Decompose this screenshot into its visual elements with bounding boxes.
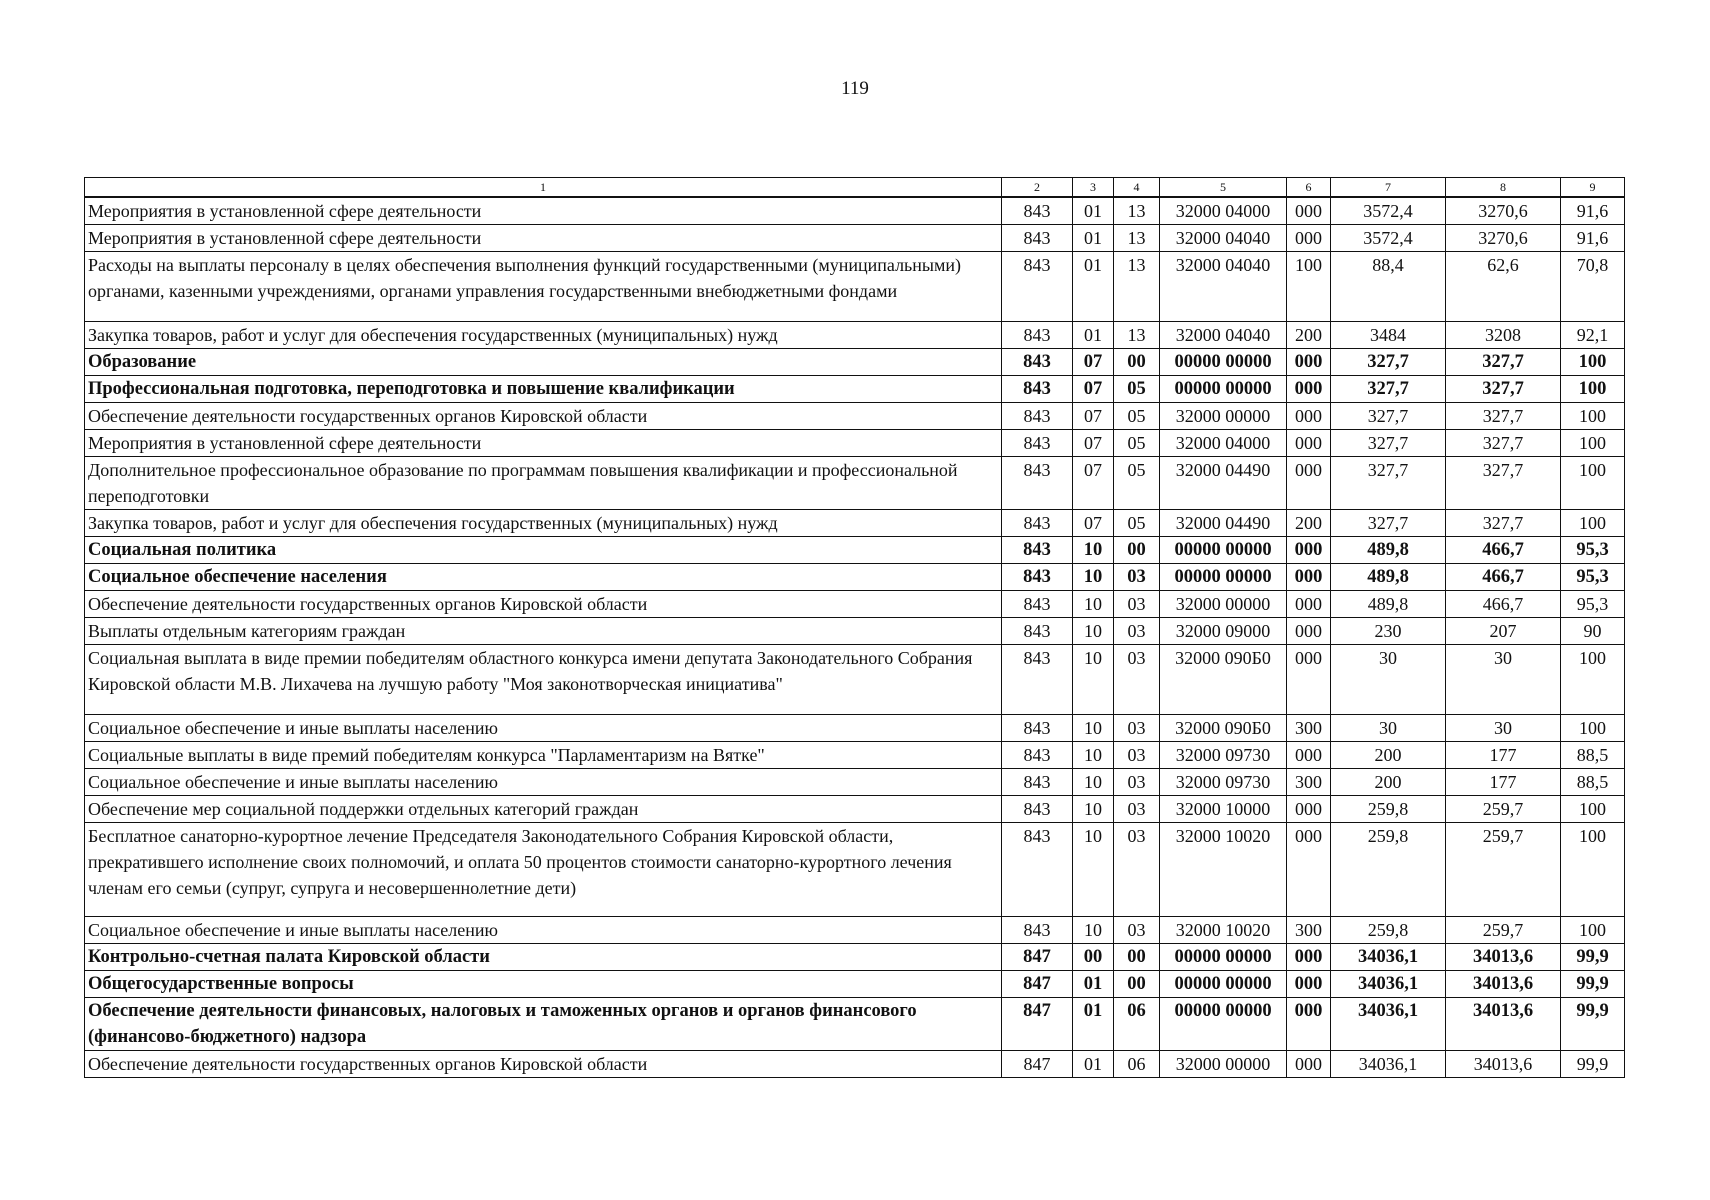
code-cell: 843 (1002, 403, 1073, 430)
budget-table (84, 177, 1625, 1078)
section-cell: 10 (1073, 742, 1114, 769)
expense-type-cell: 200 (1287, 510, 1331, 537)
row-name-cell: Мероприятия в установленной сфере деятельности (85, 197, 1002, 225)
row-name-cell: Социальное обеспечение и иные выплаты населению (85, 715, 1002, 742)
plan-amount-cell: 30 (1331, 715, 1446, 742)
header-cell: 9 (1561, 178, 1625, 198)
expense-type-cell: 300 (1287, 715, 1331, 742)
table-row (85, 457, 1625, 510)
expense-type-cell: 000 (1287, 430, 1331, 457)
section-cell: 07 (1073, 403, 1114, 430)
subsection-cell: 03 (1114, 796, 1160, 823)
percent-cell: 100 (1561, 645, 1625, 715)
target-article-cell: 32000 04000 (1160, 197, 1287, 225)
percent-cell: 99,9 (1561, 944, 1625, 971)
row-name-cell: Бесплатное санаторно-курортное лечение Председателя Законодательного Собрания Кировской области, прекратившего исполнение своих полномочий, и оплата 50 процентов стоимости санаторно-курортного лечения членам его семьи (супруг, супруга и несовершеннолетние дети) (85, 823, 1002, 917)
plan-amount-cell: 34036,1 (1331, 944, 1446, 971)
expense-type-cell: 000 (1287, 457, 1331, 510)
percent-cell: 91,6 (1561, 225, 1625, 252)
plan-amount-cell: 88,4 (1331, 252, 1446, 322)
section-cell: 01 (1073, 225, 1114, 252)
subsection-cell: 00 (1114, 971, 1160, 998)
expense-type-cell: 000 (1287, 537, 1331, 564)
plan-amount-cell: 489,8 (1331, 591, 1446, 618)
target-article-cell: 00000 00000 (1160, 376, 1287, 403)
row-name-cell: Социальная выплата в виде премии победителям областного конкурса имени депутата Законодательного Собрания Кировской области М.В. Лихачева на лучшую работу "Моя законотворческая инициатива" (85, 645, 1002, 715)
plan-amount-cell: 34036,1 (1331, 998, 1446, 1051)
plan-amount-cell: 327,7 (1331, 510, 1446, 537)
actual-amount-cell: 466,7 (1446, 591, 1561, 618)
plan-amount-cell: 327,7 (1331, 457, 1446, 510)
table-row (85, 769, 1625, 796)
plan-amount-cell: 3572,4 (1331, 197, 1446, 225)
subsection-cell: 13 (1114, 225, 1160, 252)
actual-amount-cell: 466,7 (1446, 564, 1561, 591)
section-cell: 01 (1073, 252, 1114, 322)
table-row (85, 252, 1625, 322)
table-row (85, 796, 1625, 823)
target-article-cell: 00000 00000 (1160, 564, 1287, 591)
section-cell: 10 (1073, 537, 1114, 564)
row-name-cell: Социальное обеспечение и иные выплаты населению (85, 769, 1002, 796)
target-article-cell: 32000 00000 (1160, 1051, 1287, 1078)
subsection-cell: 13 (1114, 197, 1160, 225)
percent-cell: 88,5 (1561, 742, 1625, 769)
expense-type-cell: 000 (1287, 197, 1331, 225)
expense-type-cell: 000 (1287, 823, 1331, 917)
target-article-cell: 32000 09730 (1160, 742, 1287, 769)
subsection-cell: 06 (1114, 998, 1160, 1051)
plan-amount-cell: 34036,1 (1331, 971, 1446, 998)
table-row (85, 591, 1625, 618)
subsection-cell: 00 (1114, 944, 1160, 971)
actual-amount-cell: 466,7 (1446, 537, 1561, 564)
row-name-cell: Расходы на выплаты персоналу в целях обеспечения выполнения функций государственными (муниципальными) органами, казенными учреждениями, органами управления государственными внебюджетными фондами (85, 252, 1002, 322)
subsection-cell: 13 (1114, 252, 1160, 322)
expense-type-cell: 000 (1287, 403, 1331, 430)
header-cell: 5 (1160, 178, 1287, 198)
table-row (85, 742, 1625, 769)
code-cell: 843 (1002, 349, 1073, 376)
actual-amount-cell: 327,7 (1446, 510, 1561, 537)
section-cell: 07 (1073, 349, 1114, 376)
expense-type-cell: 100 (1287, 252, 1331, 322)
code-cell: 847 (1002, 944, 1073, 971)
row-name-cell: Обеспечение деятельности государственных органов Кировской области (85, 403, 1002, 430)
section-cell: 01 (1073, 197, 1114, 225)
table-row (85, 971, 1625, 998)
header-cell: 4 (1114, 178, 1160, 198)
subsection-cell: 03 (1114, 591, 1160, 618)
section-cell: 10 (1073, 564, 1114, 591)
percent-cell: 90 (1561, 618, 1625, 645)
subsection-cell: 05 (1114, 457, 1160, 510)
target-article-cell: 32000 04040 (1160, 225, 1287, 252)
row-name-cell: Мероприятия в установленной сфере деятельности (85, 430, 1002, 457)
row-name-cell: Обеспечение деятельности государственных органов Кировской области (85, 591, 1002, 618)
percent-cell: 100 (1561, 510, 1625, 537)
subsection-cell: 05 (1114, 403, 1160, 430)
target-article-cell: 00000 00000 (1160, 349, 1287, 376)
plan-amount-cell: 30 (1331, 645, 1446, 715)
code-cell: 847 (1002, 1051, 1073, 1078)
expense-type-cell: 200 (1287, 322, 1331, 349)
code-cell: 843 (1002, 430, 1073, 457)
target-article-cell: 32000 04040 (1160, 322, 1287, 349)
actual-amount-cell: 327,7 (1446, 376, 1561, 403)
row-name-cell: Социальное обеспечение и иные выплаты населению (85, 917, 1002, 944)
section-cell: 10 (1073, 769, 1114, 796)
target-article-cell: 32000 00000 (1160, 591, 1287, 618)
row-name-cell: Закупка товаров, работ и услуг для обеспечения государственных (муниципальных) нужд (85, 322, 1002, 349)
percent-cell: 92,1 (1561, 322, 1625, 349)
row-name-cell: Общегосударственные вопросы (85, 971, 1002, 998)
expense-type-cell: 000 (1287, 742, 1331, 769)
code-cell: 847 (1002, 971, 1073, 998)
table-row (85, 430, 1625, 457)
section-cell: 07 (1073, 430, 1114, 457)
subsection-cell: 03 (1114, 645, 1160, 715)
percent-cell: 95,3 (1561, 591, 1625, 618)
section-cell: 10 (1073, 715, 1114, 742)
percent-cell: 100 (1561, 376, 1625, 403)
row-name-cell: Обеспечение мер социальной поддержки отдельных категорий граждан (85, 796, 1002, 823)
row-name-cell: Обеспечение деятельности финансовых, налоговых и таможенных органов и органов финансового (финансово-бюджетного) надзора (85, 998, 1002, 1051)
actual-amount-cell: 177 (1446, 742, 1561, 769)
actual-amount-cell: 30 (1446, 715, 1561, 742)
section-cell: 01 (1073, 1051, 1114, 1078)
code-cell: 843 (1002, 537, 1073, 564)
row-name-cell: Выплаты отдельным категориям граждан (85, 618, 1002, 645)
target-article-cell: 32000 090Б0 (1160, 645, 1287, 715)
plan-amount-cell: 327,7 (1331, 430, 1446, 457)
expense-type-cell: 000 (1287, 944, 1331, 971)
table-row (85, 376, 1625, 403)
percent-cell: 91,6 (1561, 197, 1625, 225)
code-cell: 843 (1002, 322, 1073, 349)
code-cell: 843 (1002, 197, 1073, 225)
percent-cell: 99,9 (1561, 971, 1625, 998)
table-row (85, 322, 1625, 349)
code-cell: 843 (1002, 715, 1073, 742)
subsection-cell: 05 (1114, 376, 1160, 403)
code-cell: 843 (1002, 564, 1073, 591)
row-name-cell: Социальная политика (85, 537, 1002, 564)
code-cell: 843 (1002, 823, 1073, 917)
code-cell: 847 (1002, 998, 1073, 1051)
header-cell: 3 (1073, 178, 1114, 198)
code-cell: 843 (1002, 742, 1073, 769)
table-row (85, 564, 1625, 591)
section-cell: 10 (1073, 823, 1114, 917)
code-cell: 843 (1002, 769, 1073, 796)
table-row (85, 917, 1625, 944)
table-row (85, 225, 1625, 252)
table-body (85, 197, 1625, 1078)
actual-amount-cell: 34013,6 (1446, 944, 1561, 971)
actual-amount-cell: 259,7 (1446, 823, 1561, 917)
section-cell: 10 (1073, 796, 1114, 823)
target-article-cell: 32000 090Б0 (1160, 715, 1287, 742)
header-cell: 8 (1446, 178, 1561, 198)
section-cell: 01 (1073, 971, 1114, 998)
plan-amount-cell: 327,7 (1331, 376, 1446, 403)
percent-cell: 100 (1561, 796, 1625, 823)
section-cell: 10 (1073, 618, 1114, 645)
table-row (85, 998, 1625, 1051)
row-name-cell: Закупка товаров, работ и услуг для обеспечения государственных (муниципальных) нужд (85, 510, 1002, 537)
table-header (85, 178, 1625, 198)
percent-cell: 70,8 (1561, 252, 1625, 322)
plan-amount-cell: 489,8 (1331, 564, 1446, 591)
target-article-cell: 00000 00000 (1160, 944, 1287, 971)
actual-amount-cell: 62,6 (1446, 252, 1561, 322)
section-cell: 10 (1073, 917, 1114, 944)
header-cell: 7 (1331, 178, 1446, 198)
plan-amount-cell: 200 (1331, 769, 1446, 796)
section-cell: 07 (1073, 376, 1114, 403)
section-cell: 01 (1073, 998, 1114, 1051)
section-cell: 07 (1073, 457, 1114, 510)
expense-type-cell: 000 (1287, 618, 1331, 645)
code-cell: 843 (1002, 796, 1073, 823)
code-cell: 843 (1002, 618, 1073, 645)
actual-amount-cell: 259,7 (1446, 796, 1561, 823)
header-cell: 2 (1002, 178, 1073, 198)
expense-type-cell: 000 (1287, 349, 1331, 376)
code-cell: 843 (1002, 591, 1073, 618)
subsection-cell: 03 (1114, 564, 1160, 591)
percent-cell: 100 (1561, 917, 1625, 944)
target-article-cell: 32000 04040 (1160, 252, 1287, 322)
actual-amount-cell: 327,7 (1446, 349, 1561, 376)
subsection-cell: 03 (1114, 917, 1160, 944)
actual-amount-cell: 177 (1446, 769, 1561, 796)
code-cell: 843 (1002, 225, 1073, 252)
plan-amount-cell: 3572,4 (1331, 225, 1446, 252)
target-article-cell: 32000 10000 (1160, 796, 1287, 823)
subsection-cell: 13 (1114, 322, 1160, 349)
section-cell: 10 (1073, 591, 1114, 618)
actual-amount-cell: 3270,6 (1446, 197, 1561, 225)
percent-cell: 95,3 (1561, 564, 1625, 591)
target-article-cell: 32000 09730 (1160, 769, 1287, 796)
table-row (85, 510, 1625, 537)
header-row (85, 178, 1625, 198)
expense-type-cell: 000 (1287, 225, 1331, 252)
plan-amount-cell: 327,7 (1331, 349, 1446, 376)
subsection-cell: 03 (1114, 715, 1160, 742)
expense-type-cell: 000 (1287, 564, 1331, 591)
actual-amount-cell: 34013,6 (1446, 971, 1561, 998)
target-article-cell: 00000 00000 (1160, 537, 1287, 564)
percent-cell: 100 (1561, 823, 1625, 917)
row-name-cell: Социальное обеспечение населения (85, 564, 1002, 591)
expense-type-cell: 000 (1287, 998, 1331, 1051)
actual-amount-cell: 30 (1446, 645, 1561, 715)
row-name-cell: Профессиональная подготовка, переподготовка и повышение квалификации (85, 376, 1002, 403)
subsection-cell: 06 (1114, 1051, 1160, 1078)
section-cell: 07 (1073, 510, 1114, 537)
percent-cell: 100 (1561, 457, 1625, 510)
actual-amount-cell: 327,7 (1446, 403, 1561, 430)
subsection-cell: 03 (1114, 618, 1160, 645)
actual-amount-cell: 327,7 (1446, 430, 1561, 457)
actual-amount-cell: 207 (1446, 618, 1561, 645)
percent-cell: 95,3 (1561, 537, 1625, 564)
expense-type-cell: 300 (1287, 917, 1331, 944)
percent-cell: 99,9 (1561, 1051, 1625, 1078)
expense-type-cell: 000 (1287, 591, 1331, 618)
target-article-cell: 00000 00000 (1160, 971, 1287, 998)
subsection-cell: 03 (1114, 823, 1160, 917)
row-name-cell: Обеспечение деятельности государственных органов Кировской области (85, 1051, 1002, 1078)
actual-amount-cell: 34013,6 (1446, 998, 1561, 1051)
percent-cell: 100 (1561, 403, 1625, 430)
subsection-cell: 00 (1114, 349, 1160, 376)
target-article-cell: 32000 04490 (1160, 457, 1287, 510)
percent-cell: 100 (1561, 715, 1625, 742)
actual-amount-cell: 259,7 (1446, 917, 1561, 944)
section-cell: 10 (1073, 645, 1114, 715)
plan-amount-cell: 259,8 (1331, 823, 1446, 917)
code-cell: 843 (1002, 510, 1073, 537)
table-row (85, 645, 1625, 715)
table-row (85, 1051, 1625, 1078)
code-cell: 843 (1002, 376, 1073, 403)
actual-amount-cell: 3270,6 (1446, 225, 1561, 252)
expense-type-cell: 000 (1287, 971, 1331, 998)
percent-cell: 88,5 (1561, 769, 1625, 796)
table-row (85, 197, 1625, 225)
expense-type-cell: 300 (1287, 769, 1331, 796)
plan-amount-cell: 200 (1331, 742, 1446, 769)
section-cell: 01 (1073, 322, 1114, 349)
subsection-cell: 05 (1114, 510, 1160, 537)
code-cell: 843 (1002, 252, 1073, 322)
code-cell: 843 (1002, 457, 1073, 510)
actual-amount-cell: 327,7 (1446, 457, 1561, 510)
subsection-cell: 05 (1114, 430, 1160, 457)
row-name-cell: Дополнительное профессиональное образование по программам повышения квалификации и профессиональной переподготовки (85, 457, 1002, 510)
row-name-cell: Образование (85, 349, 1002, 376)
table-row (85, 715, 1625, 742)
plan-amount-cell: 259,8 (1331, 917, 1446, 944)
table-row (85, 823, 1625, 917)
plan-amount-cell: 3484 (1331, 322, 1446, 349)
expense-type-cell: 000 (1287, 1051, 1331, 1078)
page-number: 119 (841, 78, 869, 99)
target-article-cell: 32000 04490 (1160, 510, 1287, 537)
target-article-cell: 00000 00000 (1160, 998, 1287, 1051)
expense-type-cell: 000 (1287, 645, 1331, 715)
target-article-cell: 32000 10020 (1160, 917, 1287, 944)
table-row (85, 403, 1625, 430)
actual-amount-cell: 3208 (1446, 322, 1561, 349)
header-cell: 6 (1287, 178, 1331, 198)
table-row (85, 618, 1625, 645)
table-row (85, 537, 1625, 564)
target-article-cell: 32000 10020 (1160, 823, 1287, 917)
subsection-cell: 00 (1114, 537, 1160, 564)
section-cell: 00 (1073, 944, 1114, 971)
target-article-cell: 32000 04000 (1160, 430, 1287, 457)
code-cell: 843 (1002, 645, 1073, 715)
plan-amount-cell: 489,8 (1331, 537, 1446, 564)
subsection-cell: 03 (1114, 742, 1160, 769)
row-name-cell: Социальные выплаты в виде премий победителям конкурса "Парламентаризм на Вятке" (85, 742, 1002, 769)
code-cell: 843 (1002, 917, 1073, 944)
plan-amount-cell: 34036,1 (1331, 1051, 1446, 1078)
plan-amount-cell: 327,7 (1331, 403, 1446, 430)
expense-type-cell: 000 (1287, 376, 1331, 403)
table-row (85, 349, 1625, 376)
row-name-cell: Контрольно-счетная палата Кировской области (85, 944, 1002, 971)
percent-cell: 100 (1561, 349, 1625, 376)
row-name-cell: Мероприятия в установленной сфере деятельности (85, 225, 1002, 252)
target-article-cell: 32000 09000 (1160, 618, 1287, 645)
target-article-cell: 32000 00000 (1160, 403, 1287, 430)
subsection-cell: 03 (1114, 769, 1160, 796)
actual-amount-cell: 34013,6 (1446, 1051, 1561, 1078)
percent-cell: 99,9 (1561, 998, 1625, 1051)
expense-type-cell: 000 (1287, 796, 1331, 823)
header-cell: 1 (85, 178, 1002, 198)
table-row (85, 944, 1625, 971)
plan-amount-cell: 259,8 (1331, 796, 1446, 823)
percent-cell: 100 (1561, 430, 1625, 457)
plan-amount-cell: 230 (1331, 618, 1446, 645)
